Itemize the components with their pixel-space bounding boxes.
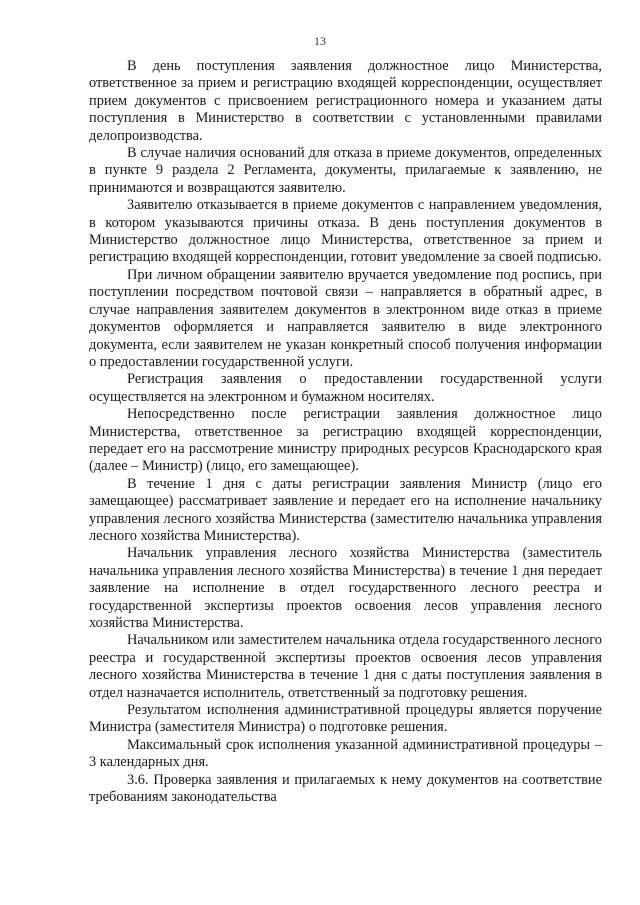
- page-number: 13: [314, 34, 326, 48]
- paragraph-document-registration: В день поступления заявления должностное лицо Министерства, ответственное за прием и регистрацию входящей корреспонденции, осуществляет прием документов с присвоением регистрационного номера и указанием даты поступления в Министерство в соответствии с установленными правилами делопроизводства.: [89, 58, 602, 144]
- paragraph-notice-delivery: При личном обращении заявителю вручается уведомление под роспись, при поступлении посредством почтовой связи – направляется в обратный адрес, в случае направления заявителем документов в электронном виде отказ в приеме документов оформляется и направляется заявителю в виде электронного документа, если заявителем не указан конкретный способ получения информации о предоставлении государственной услуги.: [89, 266, 602, 370]
- paragraph-procedure-result: Результатом исполнения административной процедуры является поручение Министра (заместителя Министра) о подготовке решения.: [89, 702, 602, 736]
- paragraph-transfer-to-minister: Непосредственно после регистрации заявления должностное лицо Министерства, ответственное за регистрацию входящей корреспонденции, передает его на рассмотрение министру природных ресурсов Краснодарского края (далее – Министр) (лицо, его замещающее).: [89, 406, 602, 475]
- paragraph-minister-review: В течение 1 дня с даты регистрации заявления Министр (лицо его замещающее) рассматривает заявление и передает его на исполнение начальнику управления лесного хозяйства Министерства (заместителю начальника управления лесного хозяйства Министерства).: [89, 475, 602, 544]
- paragraph-refusal-grounds: В случае наличия оснований для отказа в приеме документов, определенных в пункте 9 раздела 2 Регламента, документы, прилагаемые к заявлению, не принимаются и возвращаются заявителю.: [89, 145, 602, 196]
- paragraph-registration-media: Регистрация заявления о предоставлении государственной услуги осуществляется на электронном и бумажном носителях.: [89, 371, 602, 405]
- document-body: [89, 58, 602, 806]
- paragraph-executor-assignment: Начальником или заместителем начальника отдела государственного лесного реестра и государственной экспертизы проектов освоения лесов управления лесного хозяйства Министерства в течение 1 дня с даты поступления заявления в отдел назначается исполнитель, ответственный за подготовку решения.: [89, 632, 602, 701]
- section-heading-3-6: 3.6. Проверка заявления и прилагаемых к нему документов на соответствие требованиям законодательства: [89, 771, 602, 806]
- paragraph-max-duration: Максимальный срок исполнения указанной административной процедуры – 3 календарных дня.: [89, 736, 602, 771]
- paragraph-refusal-notice: Заявителю отказывается в приеме документов с направлением уведомления, в котором указываются причины отказа. В день поступления документов в Министерство должностное лицо Министерства, ответственное за прием и регистрацию входящей корреспонденции, готовит уведомление за своей подписью.: [89, 197, 602, 266]
- paragraph-forestry-head-transfer: Начальник управления лесного хозяйства Министерства (заместитель начальника управления лесного хозяйства Министерства) в течение 1 дня передает заявление на исполнение в отдел государственного лесного реестра и государственной экспертизы проектов освоения лесов управления лесного хозяйства Министерства.: [89, 545, 602, 631]
